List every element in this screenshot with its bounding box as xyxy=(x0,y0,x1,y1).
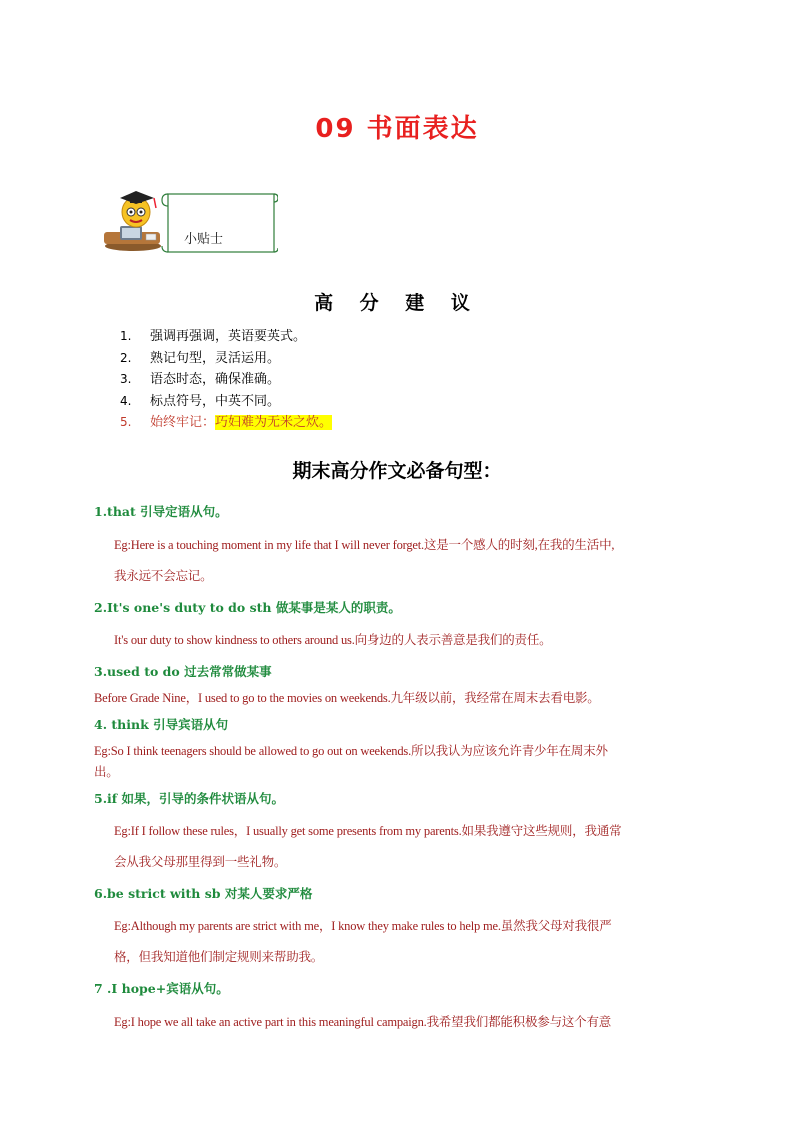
example-line: 会从我父母那里得到一些礼物。 xyxy=(114,855,287,869)
pattern-title: 1.that 引导定语从句。 xyxy=(94,504,228,519)
list-item: 4. 标点符号，中英不同。 xyxy=(120,393,281,409)
advice-heading: 高 分 建 议 xyxy=(314,292,480,314)
example-line: Before Grade Nine，I used to go to the movies on weekends.九年级以前，我经常在周末去看电影。 xyxy=(94,691,600,705)
pattern-title: 4. think 引导宾语从句 xyxy=(94,717,229,732)
pattern-title: 5.if 如果，引导的条件状语从句。 xyxy=(94,791,285,806)
pattern-title: 2.It's one's duty to do sth 做某事是某人的职责。 xyxy=(94,600,401,615)
page-title: 09 书面表达 xyxy=(315,114,479,144)
tip-label: 小贴士 xyxy=(184,232,224,247)
example-line: Eg:If I follow these rules，I usually get some presents from my parents.如果我遵守这些规则，我通常 xyxy=(114,824,622,838)
example-line: Eg:Although my parents are strict with me，I know they make rules to help me.虽然我父母对我很严 xyxy=(114,919,612,933)
list-item: 5. 始终牢记：巧妇难为无米之炊。 xyxy=(120,415,333,430)
pattern-title: 7 .I hope+宾语从句。 xyxy=(94,981,229,996)
example-line: 出。 xyxy=(94,765,119,779)
example-line: Eg:So I think teenagers should be allowed to go out on weekends.所以我认为应该允许青少年在周末外 xyxy=(94,744,608,758)
example-line: 格，但我知道他们制定规则来帮助我。 xyxy=(114,950,324,964)
essay-heading: 期末高分作文必备句型： xyxy=(292,460,502,482)
pattern-title: 6.be strict with sb 对某人要求严格 xyxy=(94,886,313,901)
advice-list xyxy=(120,326,332,434)
pattern-title: 3.used to do 过去常常做某事 xyxy=(94,664,272,679)
example-line: Eg:Here is a touching moment in my life that I will never forget.这是一个感人的时刻,在我的生活中, xyxy=(114,538,615,552)
example-line: Eg:I hope we all take an active part in this meaningful campaign.我希望我们都能积极参与这个有意 xyxy=(114,1015,612,1029)
example-line: 我永远不会忘记。 xyxy=(114,569,213,583)
list-item: 3. 语态时态，确保准确。 xyxy=(120,372,281,387)
example-line: It's our duty to show kindness to others around us.向身边的人表示善意是我们的责任。 xyxy=(114,633,552,647)
list-item: 2. 熟记句型，灵活运用。 xyxy=(120,350,281,366)
list-item: 1. 强调再强调，英语要英式。 xyxy=(120,329,307,344)
scholar-mascot-icon xyxy=(100,188,166,252)
highlighted-text: 巧妇难为无米之炊。 xyxy=(215,415,333,430)
